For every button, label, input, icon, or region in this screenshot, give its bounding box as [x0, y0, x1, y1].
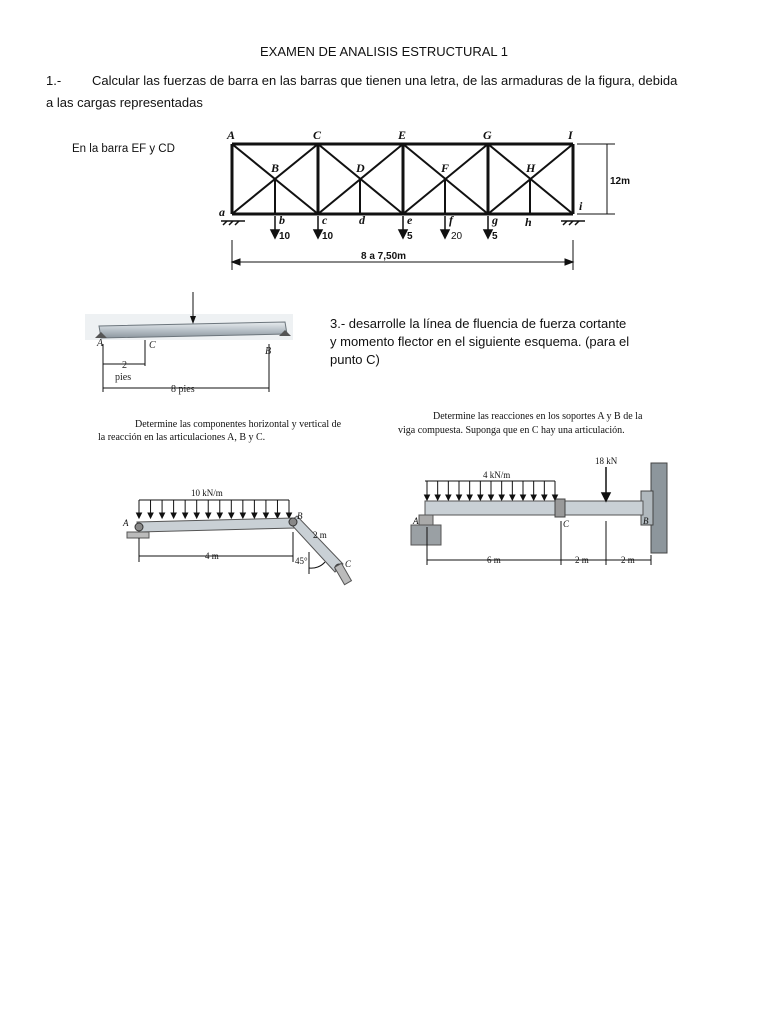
compound-label-B: B — [643, 516, 649, 526]
truss-load-e: 5 — [407, 231, 413, 242]
truss-load-f: 20 — [451, 231, 463, 242]
truss-label-i: i — [579, 199, 583, 213]
truss-span-label: 8 a 7,50m — [361, 251, 407, 262]
compound-point-load-label: 18 kN — [595, 456, 618, 466]
frame-load-label: 10 kN/m — [191, 488, 223, 498]
truss-label-H: H — [526, 161, 536, 175]
compound-load-arrow-head — [457, 495, 462, 500]
truss-label-b: b — [279, 213, 285, 227]
compound-dim-2: 2 m — [575, 555, 589, 565]
truss-label-c: c — [322, 213, 328, 227]
frame-load-arrow-head — [194, 513, 199, 518]
truss-label-a: a — [219, 205, 225, 219]
compound-beam-figure — [395, 405, 695, 575]
compound-caption-line1: Determine las reacciones en los soportes A y B de la — [433, 411, 643, 422]
compound-load-arrow-head — [467, 495, 472, 500]
frame-caption-line1: Determine las componentes horizontal y vertical de — [135, 419, 342, 430]
frame-load-arrow-head — [229, 513, 234, 518]
truss-height-label: 12m — [610, 176, 631, 187]
question-1-text: Calcular las fuerzas de barra en las barras que tienen una letra, de las armaduras de la figura, debida — [92, 73, 678, 88]
compound-label-C: C — [563, 519, 570, 529]
simple-beam-figure — [85, 288, 300, 400]
frame-length-label: 4 m — [205, 551, 219, 561]
beam1-label-C: C — [149, 340, 156, 351]
beam1-dim-large: 8 pies — [171, 384, 195, 395]
frame-angle-label: 45° — [295, 556, 308, 566]
question-3-text: 3.- desarrolle la línea de fluencia de fuerza cortante y momento flector en el siguiente esquema. (para el punto C) — [330, 316, 630, 367]
truss-load-b: 10 — [279, 231, 291, 242]
beam1-dim-small-unit: pies — [115, 372, 132, 383]
truss-label-G: G — [483, 128, 492, 142]
truss-figure — [215, 122, 650, 274]
frame-load-arrow-head — [217, 513, 222, 518]
frame-caption-line2: la reacción en las articulaciones A, B y C. — [98, 432, 266, 443]
frame-load-arrow-head — [148, 513, 153, 518]
compound-dim-1: 6 m — [487, 555, 501, 565]
compound-load-arrow-head — [425, 495, 430, 500]
compound-load-label: 4 kN/m — [483, 470, 511, 480]
compound-load-arrow-head — [510, 495, 515, 500]
truss-label-A: A — [227, 128, 236, 142]
compound-load-arrow-head — [531, 495, 536, 500]
truss-label-I: I — [568, 128, 573, 142]
compound-load-arrow-head — [521, 495, 526, 500]
compound-label-A: A — [413, 516, 419, 526]
beam1-label-B: B — [265, 346, 272, 357]
frame-figure — [95, 412, 385, 587]
frame-load-arrow-head — [183, 513, 188, 518]
frame-load-arrow-head — [137, 513, 142, 518]
frame-label-B: B — [297, 511, 303, 521]
compound-point-load — [602, 467, 610, 501]
truss-label-B: B — [271, 161, 280, 175]
frame-load-arrow-head — [240, 513, 245, 518]
frame-load-arrow-head — [160, 513, 165, 518]
truss-label-d: d — [359, 213, 365, 227]
truss-label-f: f — [449, 213, 453, 227]
compound-caption-line2: viga compuesta. Suponga que en C hay una articulación. — [398, 425, 625, 436]
truss-label-e: e — [407, 213, 413, 227]
frame-load-arrow-head — [252, 513, 257, 518]
frame-load-arrow-head — [171, 513, 176, 518]
compound-dim-3: 2 m — [621, 555, 635, 565]
truss-label-h: h — [525, 215, 532, 229]
question-1-text-continued: a las cargas representadas — [46, 95, 203, 110]
compound-load-arrow-head — [542, 495, 547, 500]
compound-load-arrow-head — [478, 495, 483, 500]
truss-load-g: 5 — [492, 231, 498, 242]
truss-label-C: C — [313, 128, 322, 142]
beam1-label-A: A — [97, 338, 104, 349]
frame-load-arrow-head — [287, 513, 292, 518]
question-1-note: En la barra EF y CD — [72, 143, 175, 155]
compound-load-arrow-head — [499, 495, 504, 500]
question-1-number: 1.- — [46, 73, 62, 88]
exam-title: EXAMEN DE ANALISIS ESTRUCTURAL 1 — [259, 44, 509, 59]
frame-load-arrow-head — [263, 513, 268, 518]
truss-label-D: D — [356, 161, 365, 175]
frame-load-arrow-head — [206, 513, 211, 518]
beam1-dim-small: 2 — [122, 360, 127, 371]
compound-load-arrow-head — [489, 495, 494, 500]
truss-load-c: 10 — [322, 231, 334, 242]
frame-label-A: A — [123, 518, 129, 528]
frame-member-label: 2 m — [313, 530, 327, 540]
frame-label-C: C — [345, 559, 352, 569]
frame-load-arrow-head — [275, 513, 280, 518]
compound-load-arrow-head — [435, 495, 440, 500]
truss-label-g: g — [492, 213, 498, 227]
compound-load-arrow-head — [446, 495, 451, 500]
truss-label-E: E — [398, 128, 407, 142]
truss-label-F: F — [441, 161, 450, 175]
